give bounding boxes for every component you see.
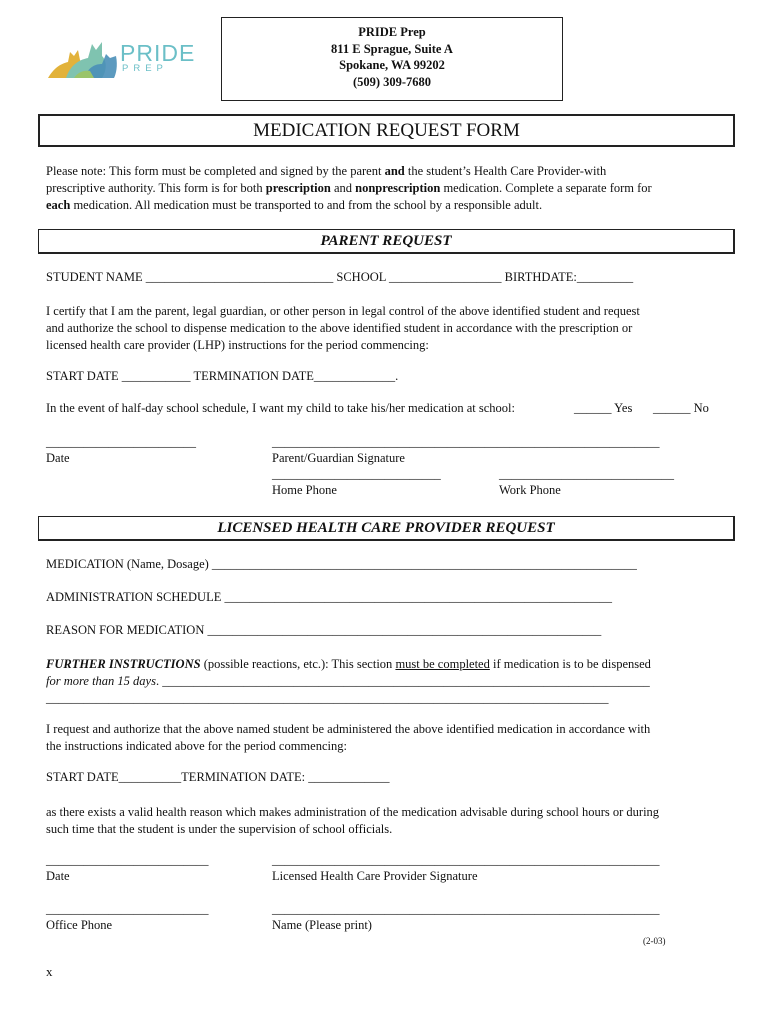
intro-text: Please note: This form must be completed and signed by the parent	[46, 164, 385, 178]
home-phone-label: Home Phone	[272, 483, 337, 497]
halfday-no-option[interactable]: ______ No	[653, 401, 709, 415]
further-instructions[interactable]	[46, 656, 736, 707]
provider-signature-field[interactable]: ______________________________________________________________	[272, 853, 660, 867]
intro-text: prescriptive authority. This form is for both	[46, 181, 266, 195]
provider-request-paragraph	[46, 721, 736, 755]
revision-code: (2-03)	[643, 936, 666, 946]
intro-text: medication. Complete a separate form for	[440, 181, 652, 195]
logo-text-prep: PREP	[122, 63, 168, 74]
parent-certify-paragraph	[46, 303, 736, 354]
provider-signature-label: Licensed Health Care Provider Signature	[272, 869, 478, 883]
logo-wordmark	[120, 40, 195, 74]
school-phone: (509) 309-7680	[352, 74, 432, 89]
administration-schedule-field[interactable]: ADMINISTRATION SCHEDULE ______________________________________________________________	[46, 590, 612, 604]
further-line-3: __________________________________________________________________________________________	[46, 691, 609, 705]
certify-line-2: and authorize the school to dispense medication to the above identified student in accordance with the prescription or	[46, 321, 633, 335]
office-phone-label: Office Phone	[46, 918, 113, 932]
health-reason-line-1: as there exists a valid health reason which makes administration of the medication advisable during school hours or during	[46, 805, 660, 819]
intro-bold-each: each	[46, 198, 71, 212]
certify-line-1: I certify that I am the parent, legal guardian, or other person in legal control of the above identified student and request	[46, 304, 640, 318]
provider-name-field[interactable]: ______________________________________________________________	[272, 902, 660, 916]
further-duration-text: for more than 15 days	[46, 674, 156, 688]
health-reason-line-2: such time that the student is under the supervision of school officials.	[46, 822, 393, 836]
intro-bold-prescription: prescription	[265, 181, 331, 195]
home-phone-field[interactable]: ___________________________	[272, 467, 441, 481]
certify-line-3: licensed health care provider (LHP) instructions for the period commencing:	[46, 338, 429, 352]
intro-line-2	[46, 180, 736, 197]
provider-request-heading: LICENSED HEALTH CARE PROVIDER REQUEST	[38, 516, 735, 541]
school-name: PRIDE Prep	[358, 25, 426, 39]
further-blank: . ______________________________________________________________________________	[155, 674, 650, 688]
parent-signature-field[interactable]: ______________________________________________________________	[272, 435, 660, 449]
medication-field[interactable]: MEDICATION (Name, Dosage) ____________________________________________________________________	[46, 557, 637, 571]
parent-date-label: Date	[46, 451, 70, 465]
work-phone-label: Work Phone	[499, 483, 561, 497]
request-line-2: the instructions indicated above for the period commencing:	[46, 739, 347, 753]
provider-name-label: Name (Please print)	[272, 918, 372, 932]
reason-field[interactable]: REASON FOR MEDICATION _______________________________________________________________	[46, 623, 602, 637]
address-line-1: 811 E Sprague, Suite A	[331, 41, 453, 56]
further-line-1	[46, 656, 736, 673]
logo-text-pride: PRIDE	[120, 40, 196, 66]
office-phone-field[interactable]: __________________________	[46, 902, 209, 916]
intro-bold-nonprescription: nonprescription	[355, 181, 441, 195]
halfday-yes-option[interactable]: ______ Yes	[574, 401, 633, 415]
parent-request-heading: PARENT REQUEST	[38, 229, 735, 254]
work-phone-field[interactable]: ____________________________	[499, 467, 674, 481]
provider-date-field[interactable]: __________________________	[46, 853, 209, 867]
animals-logo-icon	[44, 38, 122, 84]
health-reason-paragraph	[46, 804, 736, 838]
school-address-box	[221, 17, 563, 101]
intro-line-3	[46, 197, 736, 214]
further-instructions-label: FURTHER INSTRUCTIONS	[46, 657, 201, 671]
student-info-line[interactable]: STUDENT NAME ______________________________ SCHOOL __________________ BIRTHDATE:_________	[46, 270, 634, 284]
must-be-completed-text: must be completed	[395, 657, 490, 671]
parent-signature-label: Parent/Guardian Signature	[272, 451, 405, 465]
further-line-2	[46, 673, 736, 690]
intro-line-1	[46, 163, 736, 180]
request-line-1: I request and authorize that the above named student be administered the above identified medication in accordance with	[46, 722, 651, 736]
intro-text: the student’s Health Care Provider-with	[404, 164, 607, 178]
parent-date-field[interactable]: ________________________	[46, 435, 196, 449]
provider-date-label: Date	[46, 869, 70, 883]
address-line-2: Spokane, WA 99202	[339, 58, 445, 72]
further-text: if medication is to be dispensed	[489, 657, 651, 671]
intro-bold-and: and	[384, 164, 405, 178]
intro-paragraph	[46, 163, 736, 214]
footer-mark: x	[46, 964, 53, 979]
further-text: (possible reactions, etc.): This section	[200, 657, 396, 671]
parent-dates-line[interactable]: START DATE ___________ TERMINATION DATE_____________.	[46, 369, 399, 383]
halfday-question: In the event of half-day school schedule, I want my child to take his/her medication at school:	[46, 401, 515, 415]
form-title: MEDICATION REQUEST FORM	[38, 114, 735, 147]
provider-dates-line[interactable]: START DATE__________TERMINATION DATE: _____________	[46, 770, 390, 784]
intro-text: and	[330, 181, 356, 195]
intro-text: medication. All medication must be transported to and from the school by a responsible adult.	[70, 198, 543, 212]
pride-prep-logo	[44, 38, 204, 84]
